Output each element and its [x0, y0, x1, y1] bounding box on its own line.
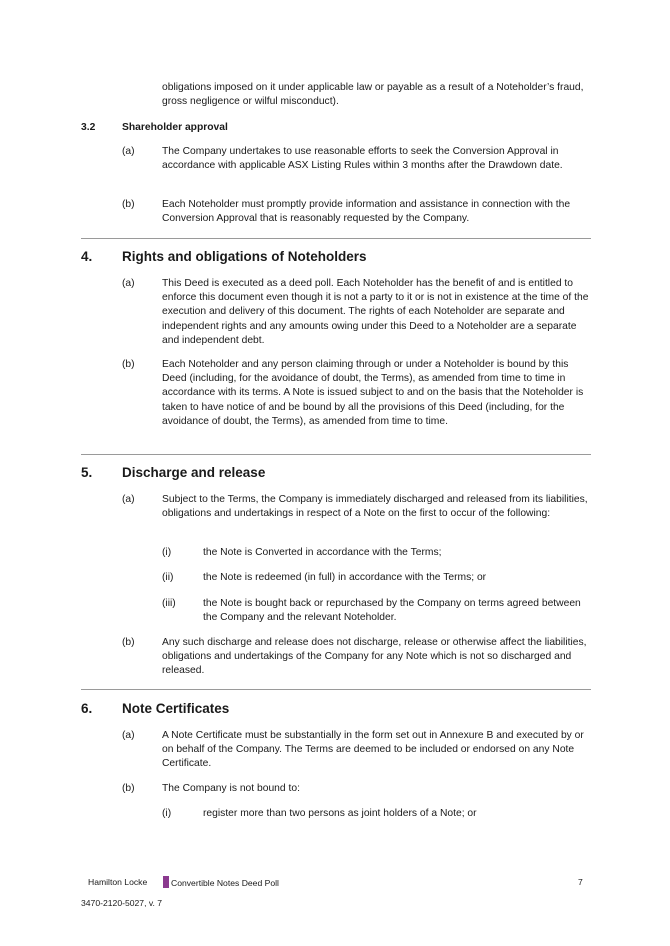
- footer-doc-title-text: Convertible Notes Deed Poll: [171, 878, 279, 888]
- section-divider: [81, 689, 591, 690]
- subclause-label: (i): [162, 547, 172, 558]
- clause-label: (a): [122, 278, 135, 289]
- clause-label: (a): [122, 494, 135, 505]
- footer-firm-name: Hamilton Locke: [88, 877, 148, 887]
- section-number: 4.: [81, 249, 93, 264]
- section-number: 3.2: [81, 122, 96, 133]
- subclause-text: the Note is redeemed (in full) in accordance with the Terms; or: [203, 572, 487, 583]
- section-title: Discharge and release: [122, 465, 266, 480]
- clause-label: (b): [122, 637, 135, 648]
- subclause-label: (i): [162, 808, 172, 819]
- clause-label: (a): [122, 146, 135, 157]
- footer-doc-title: [163, 876, 279, 889]
- intro-paragraph: obligations imposed on it under applicable law or payable as a result of a Noteholder’s fraud, gross negligence or wilful misconduct).: [162, 82, 584, 108]
- section-divider: [81, 238, 591, 239]
- clause-text: The Company undertakes to use reasonable efforts to seek the Conversion Approval in accordance with applicable ASX Listing Rules within 3 months after the Drawdown date.: [162, 146, 563, 172]
- clause-label: (a): [122, 730, 135, 741]
- section-title: Rights and obligations of Noteholders: [122, 249, 367, 264]
- subclause-text: the Note is bought back or repurchased by the Company on terms agreed between the Company and the relevant Noteholder.: [203, 598, 581, 624]
- subclause-text: register more than two persons as joint holders of a Note; or: [203, 808, 477, 819]
- clause-label: (b): [122, 359, 135, 370]
- section-number: 6.: [81, 701, 93, 716]
- clause-label: (b): [122, 783, 135, 794]
- section-divider: [81, 454, 591, 455]
- page-number: 7: [578, 877, 583, 887]
- clause-text: Any such discharge and release does not discharge, release or otherwise affect the liabilities, obligations and undertakings of the Company for any Note which is not so discharged and released.: [162, 637, 587, 677]
- subclause-text: the Note is Converted in accordance with the Terms;: [203, 547, 442, 558]
- clause-text: Each Noteholder must promptly provide information and assistance in connection with the Conversion Approval that is reasonably requested by the Company.: [162, 199, 571, 225]
- subclause-label: (ii): [162, 572, 174, 583]
- footer-color-marker: [163, 876, 169, 888]
- document-reference: 3470-2120-5027, v. 7: [81, 898, 163, 908]
- section-title: Note Certificates: [122, 701, 230, 716]
- clause-text: This Deed is executed as a deed poll. Each Noteholder has the benefit of and is entitled to enforce this document even though it is not a party to it or is not in existence at the time of the execution and delivery of this document. The rights of each Noteholder are separate and independent rights and any amounts owing under this Deed to a Noteholder are a separate and independent debt.: [162, 278, 589, 346]
- clause-label: (b): [122, 199, 135, 210]
- clause-text: Subject to the Terms, the Company is immediately discharged and released from its liabilities, obligations and undertakings in respect of a Note on the first to occur of the following:: [162, 494, 588, 520]
- clause-text: The Company is not bound to:: [162, 783, 300, 794]
- clause-text: Each Noteholder and any person claiming through or under a Noteholder is bound by this Deed (including, for the avoidance of doubt, the Terms), as amended from time to time in accordance with its terms. A Note is issued subject to and on the basis that the Noteholder is taken to have notice of and be bound by all the provisions of this Deed (including, for the avoidance of doubt, the Terms), as amended from time to time.: [162, 359, 584, 427]
- clause-text: A Note Certificate must be substantially in the form set out in Annexure B and executed by or on behalf of the Company. The Terms are deemed to be included or endorsed on any Note Certificate.: [162, 730, 584, 770]
- section-number: 5.: [81, 465, 93, 480]
- subclause-label: (iii): [162, 598, 176, 609]
- section-title: Shareholder approval: [122, 122, 228, 133]
